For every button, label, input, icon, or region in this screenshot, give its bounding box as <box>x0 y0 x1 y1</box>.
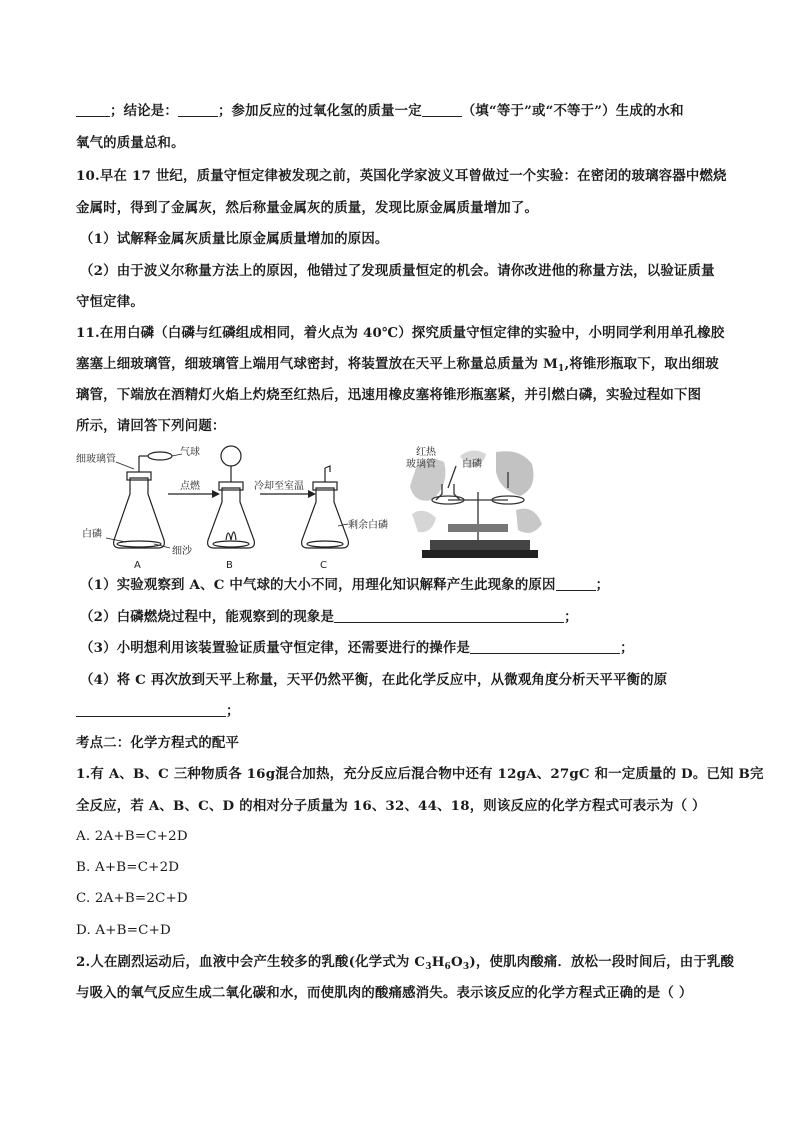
text-segment: )，使肌肉酸痛．放松一段时间后，由于乳酸 <box>469 954 735 970</box>
q1-option-b[interactable]: B. A+B=C+2D <box>76 860 180 875</box>
text-segment: ； <box>564 609 578 625</box>
label-glass-tube: 玻璃管 <box>406 459 436 470</box>
subscript: 1 <box>557 364 565 374</box>
q11-sub-4-line-2 <box>76 701 726 721</box>
q11-sub-3 <box>80 638 730 658</box>
q10-line-2: 金属时，得到了金属灰，然后称量金属灰的质量，发现比原金属质量增加了。 <box>76 200 539 216</box>
text-segment: H <box>431 954 445 970</box>
text-segment: ； <box>595 577 610 593</box>
q11-sub-1 <box>80 575 730 595</box>
q10-sub-2-line-1: （2）由于波义尔称量方法上的原因，他错过了发现质量恒定的机会。请你改进他的称量方法，以验证质量 <box>80 263 715 279</box>
q11-line-2 <box>76 354 726 374</box>
q1-option-a[interactable]: A. 2A+B=C+2D <box>76 829 188 844</box>
q9-line-2: 氧气的质量总和。 <box>76 135 185 151</box>
leader-line <box>116 462 134 469</box>
subscript: 3 <box>425 962 432 972</box>
answer-blank[interactable] <box>470 639 620 654</box>
label-red-hot: 红热 <box>416 447 436 458</box>
q10-sub-1: （1）试解释金属灰质量比原金属质量增加的原因。 <box>80 231 389 247</box>
label-tube: 细玻璃管 <box>76 454 116 465</box>
text-segment: ；结论是： <box>110 103 178 119</box>
text-segment: ；参加反应的过氧化氢的质量一定 <box>217 103 422 119</box>
subscript: 3 <box>462 962 470 972</box>
answer-blank[interactable] <box>556 576 596 591</box>
label-ignite: 点燃 <box>180 481 200 492</box>
q11-line-4: 所示，请回答下列问题： <box>76 418 226 434</box>
q11-line-1: 11.在用白磷（白磷与红磷组成相同，着火点为 40℃）探究质量守恒定律的实验中，小明同学利用单孔橡胶 <box>76 325 725 341</box>
label-phosphorus: 白磷 <box>82 529 102 540</box>
q1-option-d[interactable]: D. A+B=C+D <box>76 923 171 938</box>
q11-sub-2 <box>80 607 730 627</box>
text-segment: ,将锥形瓶取下，取出细玻 <box>564 356 719 372</box>
q1-line-2: 全反应，若 A、B、C、D 的相对分子质量为 16、32、44、18，则该反应的化学方程式可表示为（ ） <box>76 798 706 814</box>
q11-line-3: 璃管，下端放在酒精灯火焰上灼烧至红热后，迅速用橡皮塞将锥形瓶塞紧，并引燃白磷，实验过程如下图 <box>76 387 702 403</box>
answer-blank[interactable] <box>422 102 462 117</box>
answer-blank[interactable] <box>76 702 226 717</box>
label-balloon: 气球 <box>180 447 200 458</box>
q10-line-1: 10.早在 17 世纪，质量守恒定律被发现之前，英国化学家波义耳曾做过一个实验：在密闭的玻璃容器中燃烧 <box>76 168 727 184</box>
flask-b <box>208 446 255 548</box>
subscript: 6 <box>444 962 452 972</box>
text-segment: （1）实验观察到 A、C 中气球的大小不同，用理化知识解释产生此现象的原因 <box>80 577 556 593</box>
experiment-figure <box>76 444 546 570</box>
text-segment: ； <box>620 640 634 656</box>
answer-blank[interactable] <box>76 102 110 117</box>
q1-option-c[interactable]: C. 2A+B=2C+D <box>76 891 188 906</box>
q10-sub-2-line-2: 守恒定律。 <box>76 294 144 310</box>
label-b: B <box>226 560 233 570</box>
text-segment: （3）小明想利用该装置验证质量守恒定律，还需要进行的操作是 <box>80 640 471 656</box>
q9-line-1 <box>76 101 726 121</box>
label-cool: 冷却至室温 <box>254 481 304 492</box>
label-phosphorus-2: 白磷 <box>462 459 482 470</box>
q11-sub-4-line-1: （4）将 C 再次放到天平上称量，天平仍然平衡，在此化学反应中，从微观角度分析天平平衡的原 <box>80 672 668 688</box>
text-segment: O <box>451 954 463 970</box>
q2-line-1 <box>76 952 735 972</box>
text-segment: ； <box>226 703 240 719</box>
flask-c <box>302 466 349 548</box>
label-a: A <box>134 560 141 570</box>
label-sand: 细沙 <box>172 546 192 557</box>
text-segment: 塞塞上细玻璃管，细玻璃管上端用气球密封，将装置放在天平上称量总质量为 M <box>76 356 558 372</box>
label-remaining: 剩余白磷 <box>348 520 388 531</box>
answer-blank[interactable] <box>334 608 564 623</box>
text-segment: （2）白磷燃烧过程中，能观察到的现象是 <box>80 609 335 625</box>
text-segment: （填“等于”或“不等于”）生成的水和 <box>461 103 684 119</box>
text-segment: 2.人在剧烈运动后，血液中会产生较多的乳酸(化学式为 C <box>76 954 426 970</box>
flask-a <box>114 452 172 548</box>
leader-line <box>106 538 126 542</box>
section-title: 考点二：化学方程式的配平 <box>76 735 240 751</box>
label-c: C <box>320 560 327 570</box>
experiment-diagram <box>76 444 546 570</box>
q2-line-2: 与吸入的氧气反应生成二氧化碳和水，而使肌肉的酸痛感消失。表示该反应的化学方程式正确的是（ ） <box>76 985 693 1001</box>
q1-line-1: 1.有 A、B、C 三种物质各 16g混合加热，充分反应后混合物中还有 12gA、27gC 和一定质量的 D。已知 B完 <box>76 766 764 782</box>
answer-blank[interactable] <box>178 102 218 117</box>
